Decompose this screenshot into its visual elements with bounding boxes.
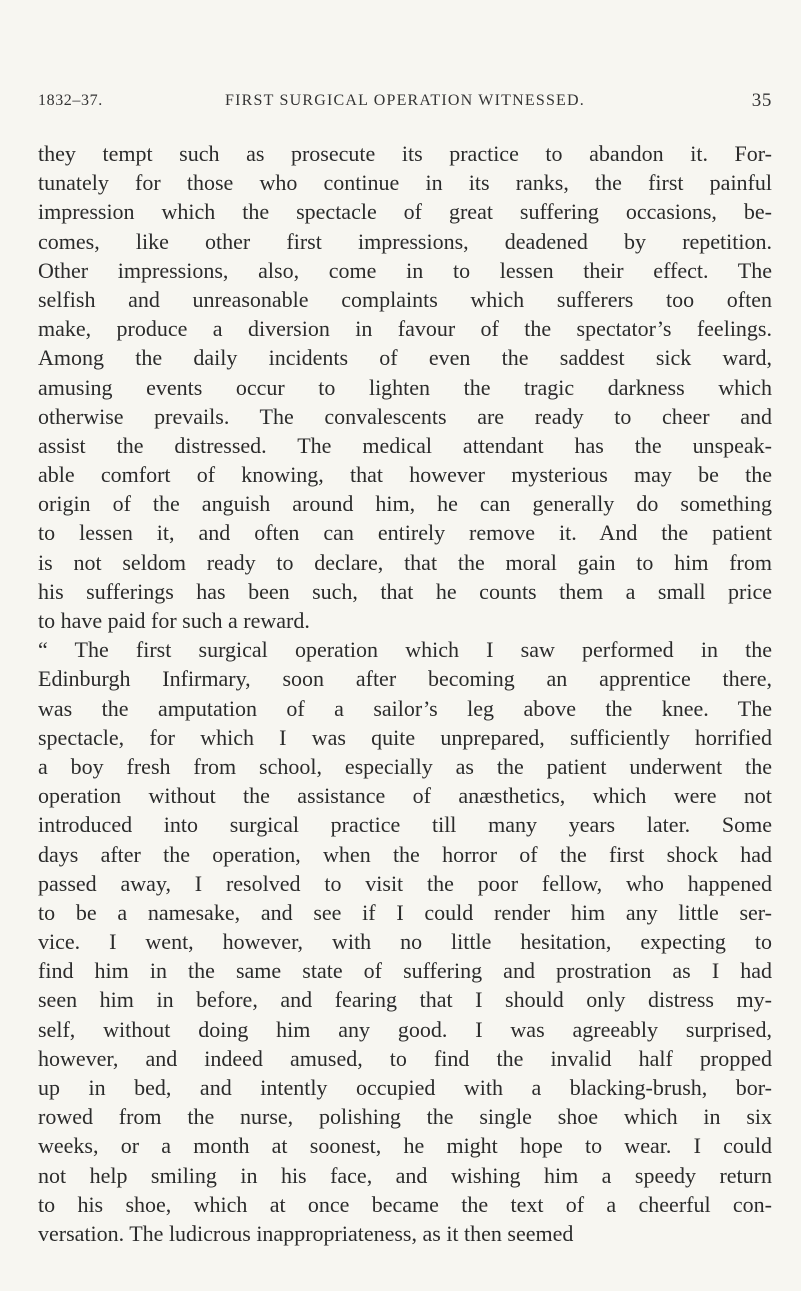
- text-line: up in bed, and intently occupied with a blacking-brush, bor-: [38, 1075, 772, 1100]
- text-line: to be a namesake, and see if I could render him any little ser-: [38, 899, 772, 925]
- text-line: Edinburgh Infirmary, soon after becoming an apprentice there,: [38, 666, 772, 692]
- text-line: make, produce a diversion in favour of the spectator’s feelings.: [38, 316, 772, 342]
- header-title: FIRST SURGICAL OPERATION WITNESSED.: [225, 92, 585, 109]
- text-line: introduced into surgical practice till many years later. Some: [38, 812, 772, 838]
- text-line: assist the distressed. The medical attendant has the unspeak-: [38, 432, 772, 458]
- text-line: find him in the same state of suffering and prostration as I had: [38, 958, 772, 984]
- text-line: “ The first surgical operation which I saw performed in the: [38, 637, 772, 663]
- text-line: spectacle, for which I was quite unprepared, sufficiently horrified: [38, 724, 772, 750]
- text-line: his sufferings has been such, that he counts them a small price: [38, 578, 772, 604]
- text-line: comes, like other first impressions, deadened by repetition.: [38, 228, 772, 254]
- text-line: origin of the anguish around him, he can generally do something: [38, 491, 772, 517]
- text-line: passed away, I resolved to visit the poor fellow, who happened: [38, 870, 772, 896]
- text-line: to have paid for such a reward.: [38, 608, 310, 633]
- text-line: vice. I went, however, with no little hesitation, expecting to: [38, 929, 772, 955]
- running-head: [38, 92, 772, 112]
- header-years: 1832–37.: [38, 92, 103, 109]
- text-line: seen him in before, and fearing that I should only distress my-: [38, 987, 772, 1013]
- text-line: to his shoe, which at once became the text of a cheerful con-: [38, 1191, 772, 1217]
- text-line: rowed from the nurse, polishing the single shoe which in six: [38, 1104, 772, 1130]
- page-number: 35: [751, 90, 772, 111]
- text-line: is not seldom ready to declare, that the moral gain to him from: [38, 549, 772, 575]
- text-line: able comfort of knowing, that however mysterious may be the: [38, 462, 772, 488]
- text-line: amusing events occur to lighten the tragic darkness which: [38, 374, 772, 400]
- text-line: operation without the assistance of anæsthetics, which were not: [38, 783, 772, 809]
- text-line: selfish and unreasonable complaints which sufferers too often: [38, 286, 772, 312]
- text-line: they tempt such as prosecute its practice to abandon it. For-: [38, 141, 772, 166]
- text-line: a boy fresh from school, especially as the patient underwent the: [38, 753, 772, 779]
- text-line: was the amputation of a sailor’s leg above the knee. The: [38, 695, 772, 721]
- body-text: [38, 139, 772, 1248]
- text-line: Among the daily incidents of even the saddest sick ward,: [38, 345, 772, 371]
- text-line: otherwise prevails. The convalescents are ready to cheer and: [38, 403, 772, 429]
- text-line: days after the operation, when the horror of the first shock had: [38, 841, 772, 867]
- text-line: weeks, or a month at soonest, he might hope to wear. I could: [38, 1133, 772, 1159]
- text-line: not help smiling in his face, and wishing him a speedy return: [38, 1162, 772, 1188]
- text-line: versation. The ludicrous inappropriateness, as it then seemed: [38, 1220, 574, 1246]
- text-line: to lessen it, and often can entirely remove it. And the patient: [38, 520, 772, 546]
- text-line: Other impressions, also, come in to lessen their effect. The: [38, 257, 772, 283]
- text-line: impression which the spectacle of great suffering occasions, be-: [38, 199, 772, 225]
- text-line: however, and indeed amused, to find the invalid half propped: [38, 1045, 772, 1071]
- text-line: self, without doing him any good. I was agreeably surprised,: [38, 1016, 772, 1042]
- text-line: tunately for those who continue in its ranks, the first painful: [38, 170, 772, 196]
